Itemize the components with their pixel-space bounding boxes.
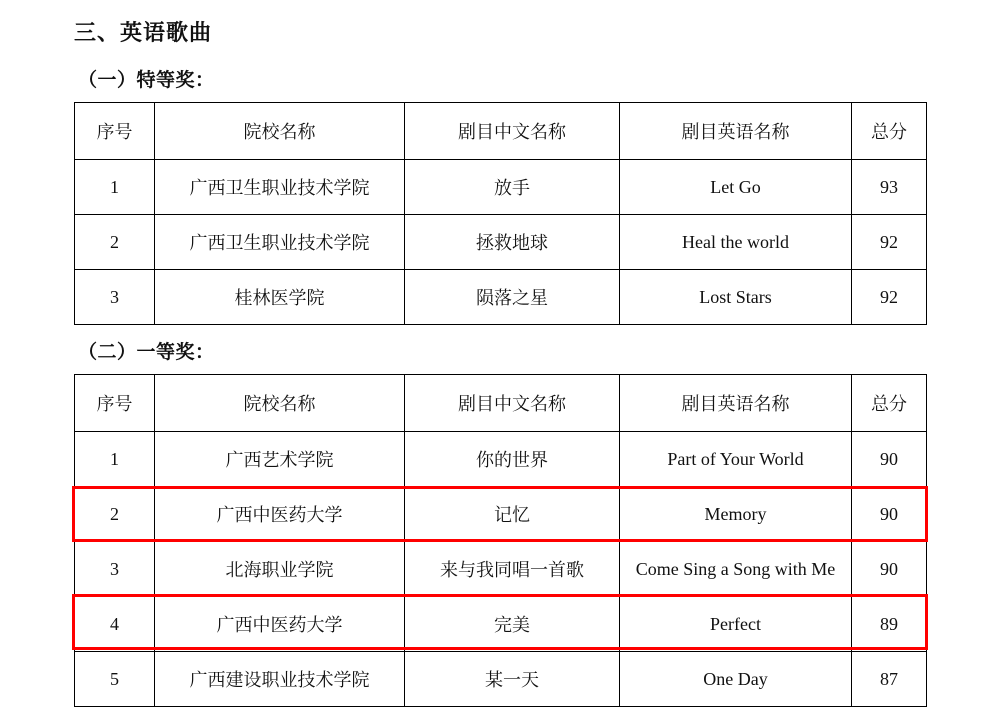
cell-no: 2 bbox=[75, 215, 155, 270]
cell-score: 89 bbox=[852, 597, 927, 652]
column-header-score: 总分 bbox=[852, 103, 927, 160]
table-row bbox=[75, 215, 927, 270]
cell-en-title: Lost Stars bbox=[620, 270, 852, 325]
table-row bbox=[75, 270, 927, 325]
award-table-special bbox=[74, 102, 927, 325]
cell-no: 4 bbox=[75, 597, 155, 652]
cell-cn-title: 你的世界 bbox=[405, 432, 620, 487]
cell-school: 广西中医药大学 bbox=[155, 597, 405, 652]
column-header-en-title: 剧目英语名称 bbox=[620, 375, 852, 432]
column-header-school: 院校名称 bbox=[155, 375, 405, 432]
cell-no: 1 bbox=[75, 160, 155, 215]
table-header-row bbox=[75, 375, 927, 432]
column-header-en-title: 剧目英语名称 bbox=[620, 103, 852, 160]
cell-en-title: Memory bbox=[620, 487, 852, 542]
cell-en-title: Let Go bbox=[620, 160, 852, 215]
cell-score: 92 bbox=[852, 270, 927, 325]
cell-en-title: One Day bbox=[620, 652, 852, 707]
cell-en-title: Perfect bbox=[620, 597, 852, 652]
cell-school: 广西中医药大学 bbox=[155, 487, 405, 542]
award-table-first bbox=[74, 374, 927, 707]
column-header-no: 序号 bbox=[75, 103, 155, 160]
table-row bbox=[75, 652, 927, 707]
cell-no: 1 bbox=[75, 432, 155, 487]
cell-score: 90 bbox=[852, 542, 927, 597]
cell-en-title: Heal the world bbox=[620, 215, 852, 270]
cell-cn-title: 记忆 bbox=[405, 487, 620, 542]
column-header-no: 序号 bbox=[75, 375, 155, 432]
table-header-row bbox=[75, 103, 927, 160]
column-header-cn-title: 剧目中文名称 bbox=[405, 375, 620, 432]
table-row bbox=[75, 542, 927, 597]
cell-cn-title: 完美 bbox=[405, 597, 620, 652]
cell-en-title: Part of Your World bbox=[620, 432, 852, 487]
column-header-score: 总分 bbox=[852, 375, 927, 432]
cell-school: 桂林医学院 bbox=[155, 270, 405, 325]
cell-cn-title: 拯救地球 bbox=[405, 215, 620, 270]
table-row bbox=[75, 487, 927, 542]
cell-school: 广西艺术学院 bbox=[155, 432, 405, 487]
subsection-title-2: （二）一等奖： bbox=[78, 342, 215, 363]
cell-score: 90 bbox=[852, 487, 927, 542]
cell-no: 3 bbox=[75, 542, 155, 597]
cell-score: 90 bbox=[852, 432, 927, 487]
cell-score: 92 bbox=[852, 215, 927, 270]
table-row bbox=[75, 160, 927, 215]
subsection-title-1: （一）特等奖： bbox=[78, 70, 215, 91]
column-header-cn-title: 剧目中文名称 bbox=[405, 103, 620, 160]
column-header-school: 院校名称 bbox=[155, 103, 405, 160]
cell-school: 广西卫生职业技术学院 bbox=[155, 160, 405, 215]
cell-score: 93 bbox=[852, 160, 927, 215]
table-row bbox=[75, 597, 927, 652]
cell-cn-title: 某一天 bbox=[405, 652, 620, 707]
cell-cn-title: 来与我同唱一首歌 bbox=[405, 542, 620, 597]
cell-cn-title: 陨落之星 bbox=[405, 270, 620, 325]
cell-score: 87 bbox=[852, 652, 927, 707]
cell-school: 广西建设职业技术学院 bbox=[155, 652, 405, 707]
cell-no: 5 bbox=[75, 652, 155, 707]
cell-school: 北海职业学院 bbox=[155, 542, 405, 597]
table-row bbox=[75, 432, 927, 487]
cell-school: 广西卫生职业技术学院 bbox=[155, 215, 405, 270]
cell-no: 2 bbox=[75, 487, 155, 542]
page-title: 三、英语歌曲 bbox=[74, 20, 213, 45]
cell-no: 3 bbox=[75, 270, 155, 325]
cell-cn-title: 放手 bbox=[405, 160, 620, 215]
cell-en-title: Come Sing a Song with Me bbox=[620, 542, 852, 597]
